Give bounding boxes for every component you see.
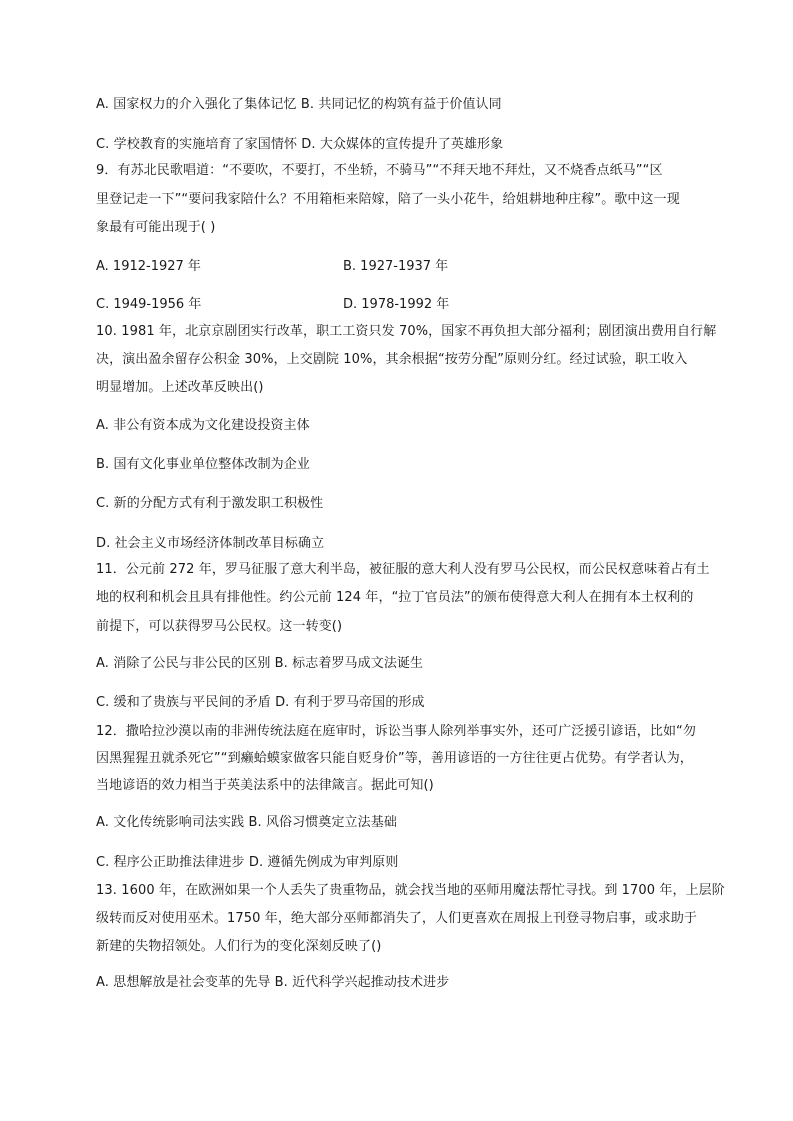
q13-stem-line-1: 13. 1600 年，在欧洲如果一个人丢失了贵重物品，就会找当地的巫师用魔法帮忙寻找。到 1700 年，上层阶 bbox=[96, 883, 725, 898]
q9-stem-line-1: 9．有苏北民歌唱道：“不要吹，不要打，不坐轿，不骑马”“不拜天地不拜灶，又不烧香点纸马”“区 bbox=[96, 163, 663, 178]
q10-option-d: D. 社会主义市场经济体制改革目标确立 bbox=[96, 536, 325, 551]
q10-option-c: C. 新的分配方式有利于激发职工积极性 bbox=[96, 496, 324, 511]
q11-stem-line-1: 11．公元前 272 年，罗马征服了意大利半岛，被征服的意大利人没有罗马公民权，而公民权意味着占有土 bbox=[96, 562, 710, 577]
q9-option-a: A. 1912-1927 年 bbox=[96, 259, 201, 274]
q8-options-cd: C. 学校教育的实施培育了家国情怀 D. 大众媒体的宣传提升了英雄形象 bbox=[96, 137, 504, 152]
q12-stem-line-2: 因黑猩猩丑就杀死它”“到癞蛤蟆家做客只能自贬身价”等，善用谚语的一方往往更占优势。有学者认为， bbox=[96, 751, 693, 766]
q9-stem-line-2: 里登记走一下”“要问我家陪什么？不用箱柜来陪嫁，陪了一头小花牛，给姐耕地种庄稼”。歌中这一现 bbox=[96, 192, 680, 207]
q12-options-ab: A. 文化传统影响司法实践 B. 风俗习惯奠定立法基础 bbox=[96, 815, 397, 830]
q12-options-cd: C. 程序公正助推法律进步 D. 遵循先例成为审判原则 bbox=[96, 855, 399, 870]
q11-options-cd: C. 缓和了贵族与平民间的矛盾 D. 有利于罗马帝国的形成 bbox=[96, 695, 425, 710]
q11-stem-line-3: 前提下，可以获得罗马公民权。这一转变() bbox=[96, 619, 343, 634]
q8-options-ab: A. 国家权力的介入强化了集体记忆 B. 共同记忆的构筑有益于价值认同 bbox=[96, 97, 502, 112]
q11-stem-line-2: 地的权利和机会且具有排他性。约公元前 124 年，“拉丁官员法”的颁布使得意大利人在拥有本土权利的 bbox=[96, 590, 694, 605]
q13-stem-line-3: 新建的失物招领处。人们行为的变化深刻反映了() bbox=[96, 939, 382, 954]
q12-stem-line-3: 当地谚语的效力相当于英美法系中的法律箴言。据此可知() bbox=[96, 778, 434, 793]
q12-stem-line-1: 12．撒哈拉沙漠以南的非洲传统法庭在庭审时，诉讼当事人除列举事实外，还可广泛援引谚语，比如“勿 bbox=[96, 724, 696, 739]
q13-stem-line-2: 级转而反对使用巫术。1750 年，绝大部分巫师都消失了，人们更喜欢在周报上刊登寻物启事，或求助于 bbox=[96, 911, 698, 926]
q10-stem-line-2: 决，演出盈余留存公积金 30%，上交剧院 10%，其余根据“按劳分配”原则分红。经过试验，职工收入 bbox=[96, 352, 688, 367]
q10-stem-line-3: 明显增加。上述改革反映出() bbox=[96, 380, 264, 395]
q10-option-b: B. 国有文化事业单位整体改制为企业 bbox=[96, 457, 310, 472]
q10-option-a: A. 非公有资本成为文化建设投资主体 bbox=[96, 418, 310, 433]
q9-option-d: D. 1978-1992 年 bbox=[343, 297, 450, 312]
q9-option-c: C. 1949-1956 年 bbox=[96, 297, 202, 312]
q10-stem-line-1: 10. 1981 年，北京京剧团实行改革，职工工资只发 70%，国家不再负担大部分福利；剧团演出费用自行解 bbox=[96, 324, 717, 339]
q9-stem-line-3: 象最有可能出现于( ) bbox=[96, 220, 216, 235]
q9-option-b: B. 1927-1937 年 bbox=[343, 259, 449, 274]
q13-options-ab: A. 思想解放是社会变革的先导 B. 近代科学兴起推动技术进步 bbox=[96, 975, 450, 990]
q11-options-ab: A. 消除了公民与非公民的区别 B. 标志着罗马成文法诞生 bbox=[96, 656, 424, 671]
